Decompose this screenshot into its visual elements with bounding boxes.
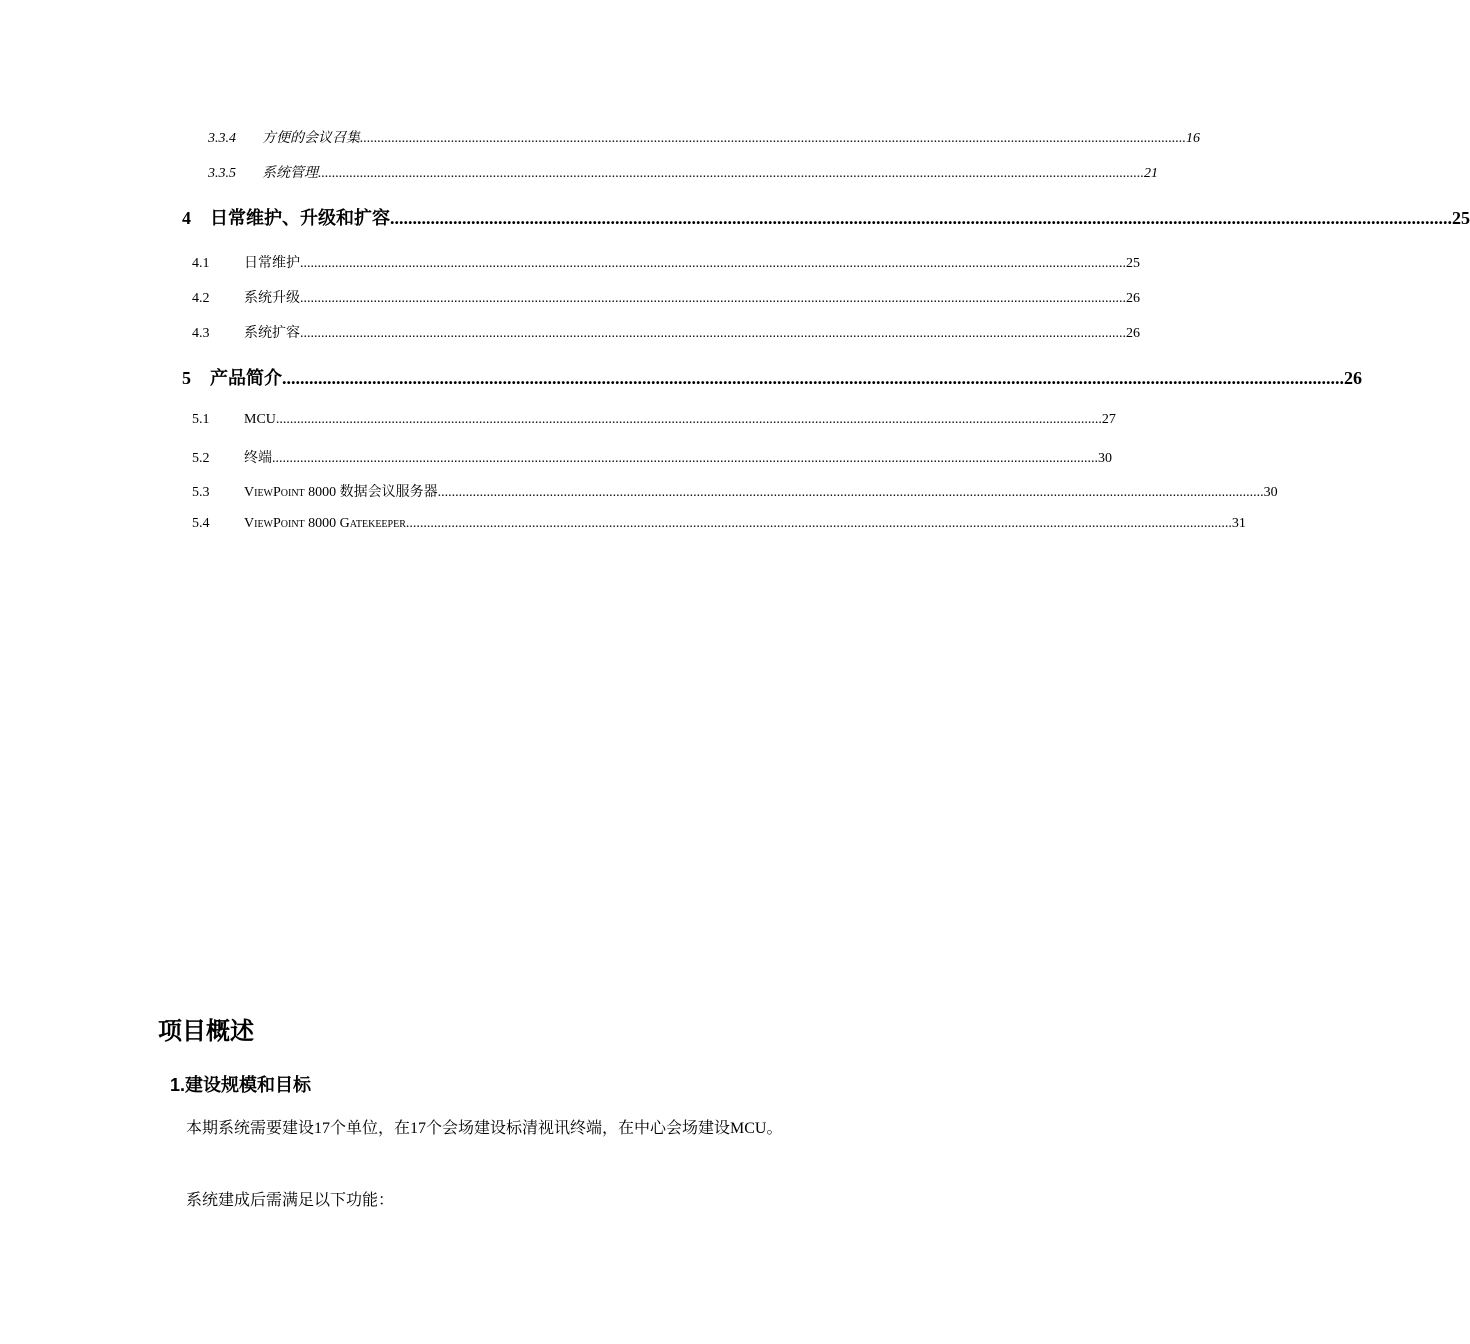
toc-entry-title: 系统扩容 <box>244 326 300 341</box>
toc-entry-number: 5 <box>182 368 191 388</box>
toc-entry-title: 产品简介 <box>210 368 282 388</box>
toc-entry-number: 3.3.4 <box>208 131 236 146</box>
toc-entry-page: 30 <box>1098 451 1112 466</box>
toc-entry-page: 16 <box>1186 131 1200 146</box>
toc-entry[interactable] <box>208 162 1158 182</box>
toc-entry[interactable] <box>192 447 1112 467</box>
toc-entry-title: ViewPoint 8000 数据会议服务器 <box>244 485 438 500</box>
toc-entry[interactable] <box>192 322 1140 342</box>
toc-entry-title: ViewPoint 8000 Gatekeeper <box>244 516 406 531</box>
toc-entry-number: 5.1 <box>192 412 210 427</box>
toc-entry-title: 方便的会议召集 <box>262 131 360 146</box>
toc-entry-number: 4.2 <box>192 291 210 306</box>
toc-entry[interactable] <box>192 287 1140 307</box>
toc-leader-dots: ............................................................................................................................................................................................................................................ <box>300 291 1126 306</box>
toc-leader-dots: ............................................................................................................................................................................................................................................ <box>275 412 1102 427</box>
toc-entry-number: 4 <box>182 208 191 228</box>
toc-entry-page: 21 <box>1144 166 1158 181</box>
toc-leader-dots: ............................................................................................................................................................................................................................................ <box>390 208 1452 228</box>
toc-leader-dots: ............................................................................................................................................................................................................................................ <box>300 326 1126 341</box>
toc-entry-page: 25 <box>1126 256 1140 271</box>
toc-entry-page: 31 <box>1231 516 1246 531</box>
toc-entry-page: 27 <box>1101 412 1116 427</box>
toc-entry-number: 4.3 <box>192 326 210 341</box>
toc-leader-dots: ............................................................................................................................................................................................................................................ <box>300 256 1126 271</box>
toc-entry-number: 5.3 <box>192 485 210 500</box>
section-heading: 1.建设规模和目标 <box>170 1075 312 1095</box>
toc-entry-title: 终端 <box>244 451 272 466</box>
toc-entry-page: 26 <box>1126 326 1140 341</box>
toc-entry-number: 5.2 <box>192 451 210 466</box>
toc-entry-title: MCU <box>244 412 276 427</box>
toc-entry-title: 系统管理 <box>262 166 318 181</box>
toc-leader-dots: ............................................................................................................................................................................................................................................ <box>360 131 1186 146</box>
document-title: 项目概述 <box>158 1018 254 1045</box>
toc-leader-dots: ............................................................................................................................................................................................................................................ <box>405 516 1232 531</box>
toc-entry[interactable] <box>192 252 1140 272</box>
toc-entry-title: 日常维护 <box>244 256 300 271</box>
toc-leader-dots: ............................................................................................................................................................................................................................................ <box>437 485 1264 500</box>
toc-entry-title: 系统升级 <box>244 291 300 306</box>
toc-leader-dots: ............................................................................................................................................................................................................................................ <box>282 368 1344 388</box>
toc-entry-number: 4.1 <box>192 256 210 271</box>
toc-entry-page: 25 <box>1452 208 1470 228</box>
toc-entry[interactable] <box>192 481 1278 501</box>
toc-entry[interactable] <box>208 127 1200 147</box>
body-paragraph: 本期系统需要建设17个单位，在17个会场建设标清视讯终端，在中心会场建设MCU。 <box>186 1120 783 1137</box>
toc-entry-number: 5.4 <box>192 516 210 531</box>
toc-entry-page: 30 <box>1263 485 1278 500</box>
toc-entry[interactable] <box>192 516 1246 532</box>
toc-entry-chapter[interactable] <box>182 364 1362 390</box>
toc-entry-title: 日常维护、升级和扩容 <box>210 208 390 228</box>
toc-entry-page: 26 <box>1126 291 1140 306</box>
toc-entry[interactable] <box>192 412 1116 428</box>
toc-entry-page: 26 <box>1344 368 1362 388</box>
toc-entry-number: 3.3.5 <box>208 166 236 181</box>
body-paragraph: 系统建成后需满足以下功能： <box>186 1192 395 1209</box>
toc-entry-chapter[interactable] <box>182 204 1470 230</box>
toc-leader-dots: ............................................................................................................................................................................................................................................ <box>318 166 1144 181</box>
toc-leader-dots: ............................................................................................................................................................................................................................................ <box>272 451 1098 466</box>
